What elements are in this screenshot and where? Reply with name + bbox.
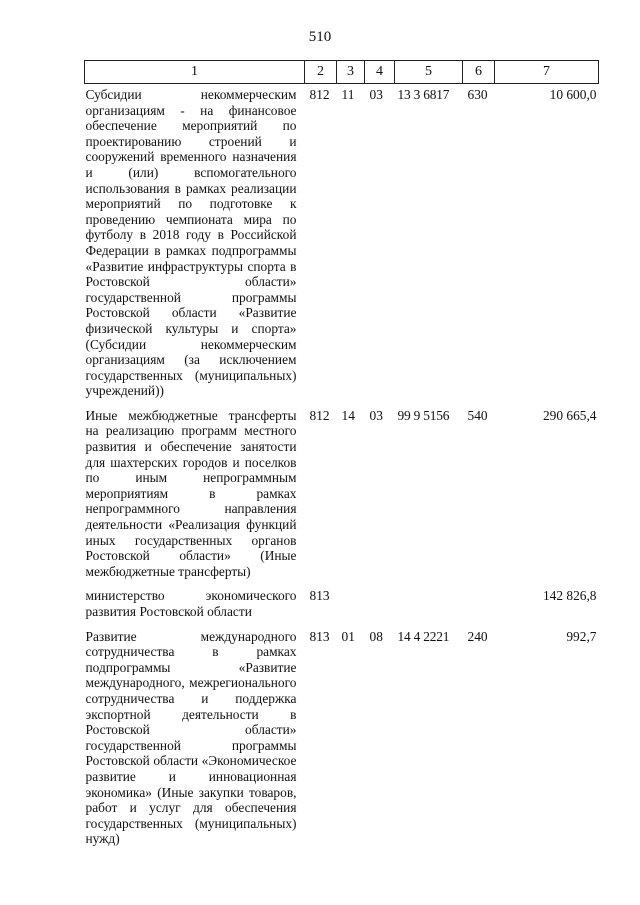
column-header-description: 1 <box>85 61 305 84</box>
row-description: Развитие международного сотрудничества в рамках подпрограммы «Развитие международного, межрегионального сотрудничества и поддержка экспортной деятельности в Ростовской области» государственной программы Ростовской области «Экономическое развитие и инновационная экономика» (Иные закупки товаров, работ и услуг для обеспечения государственных (муниципальных) нужд) <box>85 628 297 847</box>
row-code-6 <box>463 588 495 628</box>
row-description: Иные межбюджетные трансферты на реализацию программ местного развития и обеспечение занятости для шахтерских городов и поселков по иным непрограммным мероприятиям в рамках непрограммного направления деятельности «Реализация функций иных государственных органов Ростовской области» (Иные межбюджетные трансферты) <box>85 407 297 579</box>
table-header-row <box>85 61 599 84</box>
column-header-4: 4 <box>365 61 395 84</box>
row-code-2: 812 <box>309 407 330 423</box>
row-code-2: 812 <box>309 87 330 102</box>
page-number: 510 <box>308 29 332 45</box>
row-code-4: 03 <box>369 87 383 102</box>
row-amount: 10 600,0 <box>549 87 597 102</box>
row-code-5: 13 3 6817 <box>397 87 450 102</box>
row-code-3: 01 <box>341 628 355 644</box>
row-description: Субсидии некоммерческим организациям - на финансовое обеспечение мероприятий по проектированию строений и сооружений временного назначения и (или) вспомогательного использования в рамках реализации мероприятий по подготовке к проведению чемпионата мира по футболу в 2018 году в Российской Федерации в рамках подпрограммы «Развитие инфраструктуры спорта в Ростовской области» государственной программы Ростовской области «Развитие физической культуры и спорта» (Субсидии некоммерческим организациям (за исключением государственных (муниципальных) учреждений)) <box>85 87 297 399</box>
row-code-5: 99 9 5156 <box>397 407 450 423</box>
row-code-5: 14 4 2221 <box>397 628 450 644</box>
row-code-4: 03 <box>369 407 383 423</box>
row-code-3: 11 <box>341 87 355 102</box>
column-header-3: 3 <box>337 61 365 84</box>
table-row <box>85 408 599 589</box>
column-header-6: 6 <box>463 61 495 84</box>
table-row <box>85 588 599 628</box>
row-code-6: 540 <box>467 407 488 423</box>
budget-table <box>84 60 599 856</box>
row-code-2: 813 <box>309 628 330 644</box>
row-amount: 142 826,8 <box>542 588 597 604</box>
column-header-5: 5 <box>395 61 463 84</box>
row-code-3: 14 <box>341 407 355 423</box>
column-header-amount: 7 <box>495 61 599 84</box>
row-code-4 <box>365 588 395 628</box>
row-code-4: 08 <box>369 628 383 644</box>
row-code-6: 630 <box>467 87 488 102</box>
table-row <box>85 84 599 408</box>
row-amount: 290 665,4 <box>542 407 597 423</box>
column-header-2: 2 <box>305 61 337 84</box>
row-code-3 <box>337 588 365 628</box>
row-code-6: 240 <box>467 628 488 644</box>
table-row <box>85 629 599 856</box>
row-code-2: 813 <box>309 588 330 604</box>
row-amount: 992,7 <box>566 628 597 644</box>
row-code-5 <box>395 588 463 628</box>
row-description: министерство экономического развития Ростовской области <box>85 588 297 619</box>
